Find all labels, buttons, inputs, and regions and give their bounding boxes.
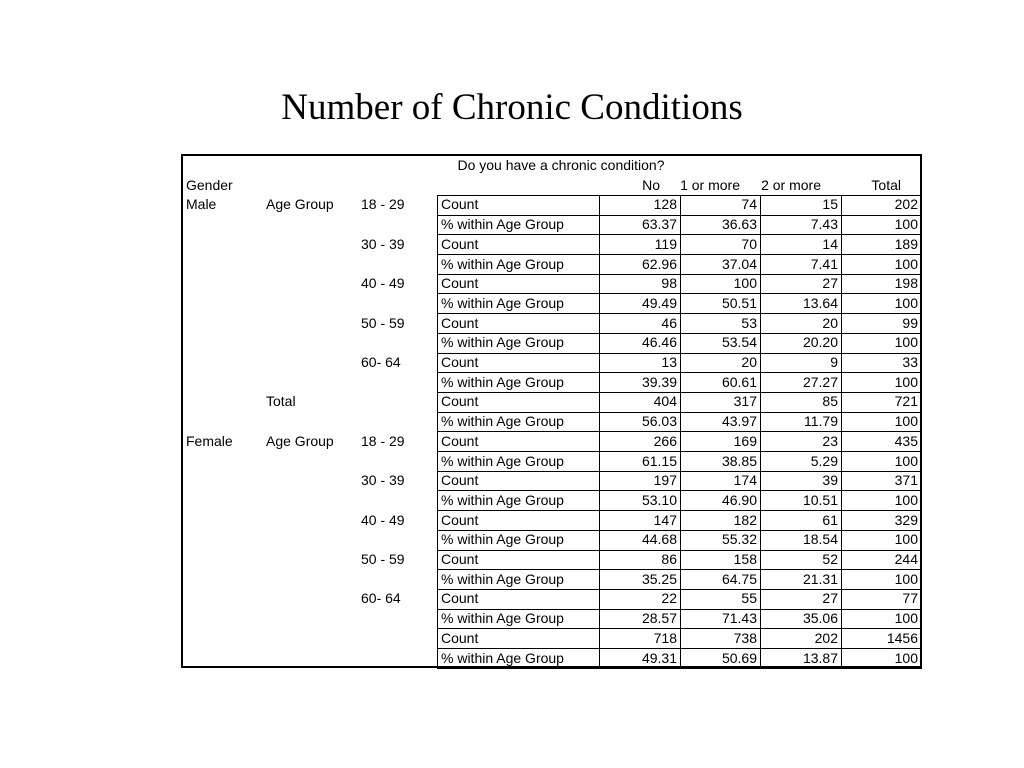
age-range-label: 30 - 39	[361, 472, 405, 489]
value-one-or-more: 37.04	[721, 255, 757, 272]
stat-label: Count	[441, 314, 479, 331]
value-no: 61.15	[641, 452, 677, 469]
grid-line-vertical	[841, 195, 842, 668]
age-group-label: Age Group	[266, 432, 334, 449]
value-two-or-more: 7.41	[810, 255, 838, 272]
value-total: 100	[894, 452, 918, 469]
value-no: 13	[661, 354, 677, 370]
value-no: 46	[661, 314, 677, 331]
value-total: 198	[894, 275, 918, 292]
value-no: 147	[653, 511, 677, 528]
value-one-or-more: 60.61	[721, 373, 757, 390]
value-two-or-more: 52	[822, 551, 838, 567]
stat-label: Count	[441, 629, 479, 646]
value-one-or-more: 317	[733, 393, 757, 410]
value-two-or-more: 27	[822, 590, 838, 607]
gender-header: Gender	[186, 176, 233, 193]
column-header-one-or-more: 1 or more	[680, 176, 740, 193]
value-no: 718	[653, 629, 677, 646]
value-total: 100	[894, 570, 918, 587]
age-range-label: 30 - 39	[361, 235, 405, 252]
age-range-label: 40 - 49	[361, 275, 405, 292]
value-no: 22	[661, 590, 677, 607]
value-no: 98	[661, 275, 677, 292]
value-one-or-more: 74	[741, 196, 757, 213]
value-total: 1456	[886, 629, 918, 646]
stat-label: Count	[441, 432, 479, 449]
stat-label: Count	[441, 235, 479, 252]
value-no: 119	[654, 235, 677, 252]
age-group-label: Age Group	[266, 196, 334, 213]
age-range-label: 18 - 29	[361, 432, 405, 449]
gender-label: Male	[186, 196, 217, 213]
stat-label: % within Age Group	[441, 491, 564, 508]
value-no: 197	[653, 472, 677, 489]
value-two-or-more: 13.64	[802, 294, 838, 311]
value-one-or-more: 182	[733, 511, 757, 528]
stat-label: Count	[441, 354, 479, 370]
value-two-or-more: 202	[814, 629, 838, 646]
value-two-or-more: 85	[822, 393, 838, 410]
stat-label: Count	[441, 511, 479, 528]
grid-line-horizontal	[437, 668, 922, 669]
value-two-or-more: 15	[822, 196, 838, 213]
value-total: 100	[894, 610, 918, 627]
value-one-or-more: 169	[733, 432, 757, 449]
value-one-or-more: 53.54	[721, 334, 757, 351]
value-no: 404	[653, 393, 677, 410]
stat-label: % within Age Group	[441, 649, 564, 666]
value-total: 100	[894, 649, 918, 666]
value-no: 49.31	[641, 649, 677, 666]
grid-line-vertical	[680, 195, 681, 668]
value-total: 33	[902, 354, 918, 370]
question-header: Do you have a chronic condition?	[457, 157, 665, 173]
gender-label: Female	[186, 432, 233, 449]
column-header-no: No	[642, 176, 660, 193]
value-one-or-more: 55.32	[721, 531, 757, 548]
value-one-or-more: 20	[741, 354, 757, 370]
stat-label: % within Age Group	[441, 373, 564, 390]
stat-label: % within Age Group	[441, 294, 564, 311]
stat-label: % within Age Group	[441, 570, 564, 587]
stat-label: % within Age Group	[441, 610, 564, 627]
value-one-or-more: 43.97	[721, 413, 757, 430]
grid-line-vertical	[437, 195, 438, 668]
age-range-label: 60- 64	[361, 354, 401, 370]
age-group-label: Total	[266, 393, 296, 410]
value-total: 189	[894, 235, 918, 252]
value-two-or-more: 7.43	[810, 216, 838, 233]
value-no: 86	[661, 551, 677, 567]
value-two-or-more: 27	[822, 275, 838, 292]
value-one-or-more: 38.85	[721, 452, 757, 469]
value-no: 128	[653, 196, 677, 213]
value-two-or-more: 27.27	[802, 373, 838, 390]
value-one-or-more: 53	[741, 314, 757, 331]
value-total: 100	[894, 413, 918, 430]
value-two-or-more: 39	[822, 472, 838, 489]
stat-label: Count	[441, 590, 479, 607]
value-two-or-more: 20.20	[802, 334, 838, 351]
value-two-or-more: 13.87	[802, 649, 838, 666]
value-total: 435	[894, 432, 918, 449]
value-total: 100	[894, 491, 918, 508]
stat-label: Count	[441, 472, 479, 489]
value-no: 53.10	[641, 491, 677, 508]
stat-label: Count	[441, 551, 479, 567]
value-no: 62.96	[641, 255, 677, 272]
value-no: 28.57	[641, 610, 677, 627]
value-total: 100	[894, 255, 918, 272]
crosstab-table	[181, 154, 922, 668]
value-no: 49.49	[641, 294, 677, 311]
stat-label: Count	[441, 196, 479, 213]
value-total: 99	[902, 314, 918, 331]
value-one-or-more: 36.63	[721, 216, 757, 233]
value-no: 44.68	[641, 531, 677, 548]
value-no: 63.37	[641, 216, 677, 233]
age-range-label: 50 - 59	[361, 551, 405, 567]
value-one-or-more: 46.90	[721, 491, 757, 508]
value-one-or-more: 55	[741, 590, 757, 607]
value-no: 46.46	[641, 334, 677, 351]
value-total: 371	[894, 472, 918, 489]
value-total: 100	[894, 531, 918, 548]
value-total: 100	[894, 334, 918, 351]
grid-line-vertical	[760, 195, 761, 668]
value-two-or-more: 35.06	[802, 610, 838, 627]
stat-label: % within Age Group	[441, 334, 564, 351]
value-one-or-more: 738	[733, 629, 757, 646]
age-range-label: 18 - 29	[361, 196, 405, 213]
age-range-label: 40 - 49	[361, 511, 405, 528]
value-one-or-more: 100	[733, 275, 757, 292]
stat-label: % within Age Group	[441, 413, 564, 430]
value-no: 39.39	[641, 373, 677, 390]
value-one-or-more: 50.51	[721, 294, 757, 311]
stat-label: % within Age Group	[441, 452, 564, 469]
value-two-or-more: 5.29	[810, 452, 838, 469]
value-total: 244	[894, 551, 918, 567]
stat-label: Count	[441, 393, 479, 410]
grid-line-vertical	[599, 195, 600, 668]
value-two-or-more: 18.54	[802, 531, 838, 548]
value-two-or-more: 61	[822, 511, 838, 528]
value-two-or-more: 23	[822, 432, 838, 449]
value-total: 100	[894, 294, 918, 311]
value-no: 35.25	[641, 570, 677, 587]
column-header-total: Total	[871, 176, 901, 193]
stat-label: % within Age Group	[441, 531, 564, 548]
slide-title: Number of Chronic Conditions	[281, 87, 743, 128]
value-two-or-more: 9	[830, 354, 838, 370]
value-total: 329	[894, 511, 918, 528]
value-one-or-more: 64.75	[721, 570, 757, 587]
value-total: 721	[894, 393, 918, 410]
column-header-two-or-more: 2 or more	[761, 176, 821, 193]
value-two-or-more: 14	[822, 235, 838, 252]
value-two-or-more: 11.79	[804, 413, 838, 430]
value-total: 100	[894, 216, 918, 233]
value-one-or-more: 70	[741, 235, 757, 252]
value-one-or-more: 174	[733, 472, 757, 489]
value-two-or-more: 10.51	[802, 491, 838, 508]
value-total: 202	[894, 196, 918, 213]
value-total: 100	[894, 373, 918, 390]
value-one-or-more: 158	[733, 551, 757, 567]
value-no: 56.03	[641, 413, 677, 430]
age-range-label: 60- 64	[361, 590, 401, 607]
stat-label: % within Age Group	[441, 216, 564, 233]
value-total: 77	[902, 590, 918, 607]
value-two-or-more: 21.31	[802, 570, 838, 587]
value-one-or-more: 71.43	[721, 610, 757, 627]
value-two-or-more: 20	[822, 314, 838, 331]
stat-label: % within Age Group	[441, 255, 564, 272]
age-range-label: 50 - 59	[361, 314, 405, 331]
value-no: 266	[653, 432, 677, 449]
stat-label: Count	[441, 275, 479, 292]
value-one-or-more: 50.69	[721, 649, 757, 666]
